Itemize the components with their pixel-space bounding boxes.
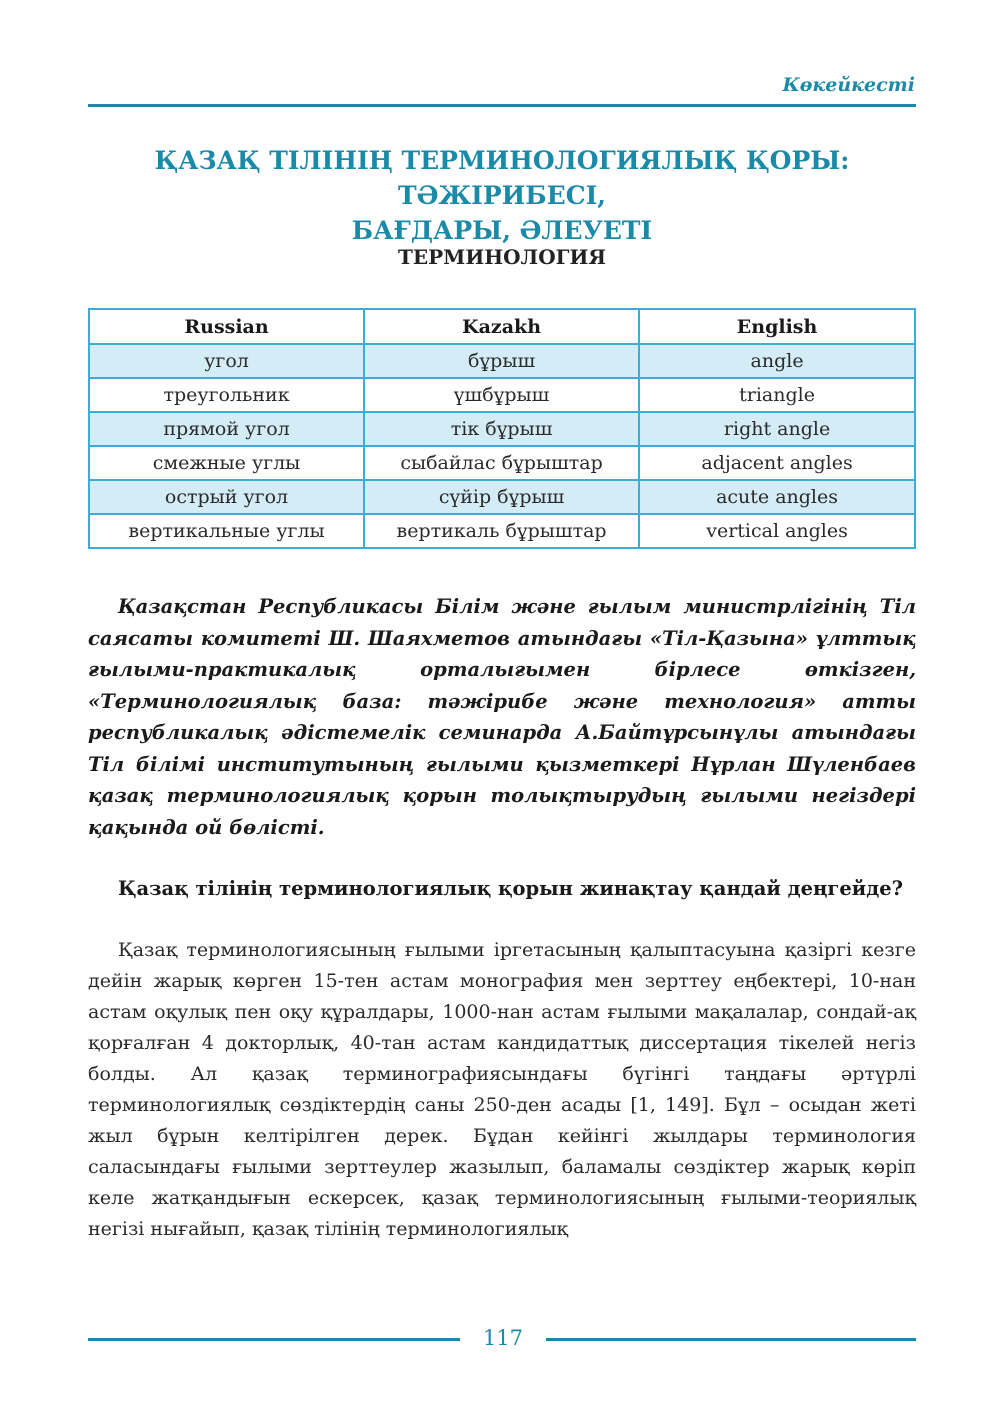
- cell-russian: острый угол: [89, 480, 364, 514]
- header-divider: [88, 104, 916, 107]
- article-title-line1: ҚАЗАҚ ТІЛІНІҢ ТЕРМИНОЛОГИЯЛЫҚ ҚОРЫ: ТӘЖІРИБЕСІ,: [154, 146, 850, 210]
- cell-kazakh: үшбұрыш: [364, 378, 639, 412]
- cell-russian: вертикальные углы: [89, 514, 364, 548]
- interview-question: Қазақ тілінің терминологиялық қорын жинақтау қандай деңгейде?: [118, 877, 904, 900]
- terminology-table: [88, 308, 916, 549]
- table-row: [89, 344, 915, 378]
- article-title-line2: БАҒДАРЫ, ӘЛЕУЕТІ: [351, 216, 653, 245]
- table-row: [89, 378, 915, 412]
- table-header-row: [89, 309, 915, 344]
- table-row: [89, 412, 915, 446]
- column-header-english: English: [639, 309, 915, 344]
- cell-russian: угол: [89, 344, 364, 378]
- cell-english: acute angles: [639, 480, 915, 514]
- cell-kazakh: вертикаль бұрыштар: [364, 514, 639, 548]
- table-heading: ТЕРМИНОЛОГИЯ: [398, 245, 606, 269]
- footer-divider-right: [546, 1338, 916, 1341]
- article-title: [88, 143, 916, 248]
- cell-english: vertical angles: [639, 514, 915, 548]
- column-header-kazakh: Kazakh: [364, 309, 639, 344]
- cell-english: right angle: [639, 412, 915, 446]
- page-number: 117: [482, 1326, 524, 1350]
- cell-english: adjacent angles: [639, 446, 915, 480]
- cell-russian: треугольник: [89, 378, 364, 412]
- cell-english: angle: [639, 344, 915, 378]
- cell-kazakh: сүйір бұрыш: [364, 480, 639, 514]
- cell-russian: смежные углы: [89, 446, 364, 480]
- table-row: [89, 514, 915, 548]
- cell-kazakh: сыбайлас бұрыштар: [364, 446, 639, 480]
- cell-english: triangle: [639, 378, 915, 412]
- table-row: [89, 480, 915, 514]
- column-header-russian: Russian: [89, 309, 364, 344]
- body-paragraph: Қазақ терминологиясының ғылыми іргетасының қалыптасуына қазіргі кезге дейін жарық көрген 15-тен астам монография мен зерттеу еңбектері, 10-нан астам оқулық пен оқу құралдары, 1000-нан астам ғылыми мақалалар, сондай-ақ қорғалған 4 докторлық, 40-тан астам кандидаттық диссертация тікелей негіз болды. Ал қазақ терминографиясындағы бүгінгі таңдағы әртүрлі терминологиялық сөздіктердің саны 250-ден асады [1, 149]. Бұл – осыдан жеті жыл бұрын келтірілген дерек. Бұдан кейінгі жылдары терминология саласындағы ғылыми зерттеулер жазылып, баламалы сөздіктер жарық көріп келе жатқандығын ескерсек, қазақ терминологиясының ғылыми-теориялық негізі нығайып, қазақ тілінің терминологиялық: [88, 939, 916, 1240]
- section-label: Көкейкесті: [782, 74, 915, 96]
- footer-divider-left: [88, 1338, 460, 1341]
- lead-paragraph: Қазақстан Республикасы Білім және ғылым министрлігінің Тіл саясаты комитеті Ш. Шаяхметов атындағы «Тіл-Қазына» ұлттық ғылыми-практикалық орталығымен бірлесе өткізген, «Терминологиялық база: тәжірибе және технология» атты республикалық әдістемелік семинарда А.Байтұрсынұлы атындағы Тіл білімі институтының ғылыми қызметкері Нұрлан Шүленбаев қазақ терминологиялық қорын толықтырудың ғылыми негіздері қақында ой бөлісті.: [88, 595, 916, 839]
- cell-kazakh: тік бұрыш: [364, 412, 639, 446]
- cell-russian: прямой угол: [89, 412, 364, 446]
- cell-kazakh: бұрыш: [364, 344, 639, 378]
- table-row: [89, 446, 915, 480]
